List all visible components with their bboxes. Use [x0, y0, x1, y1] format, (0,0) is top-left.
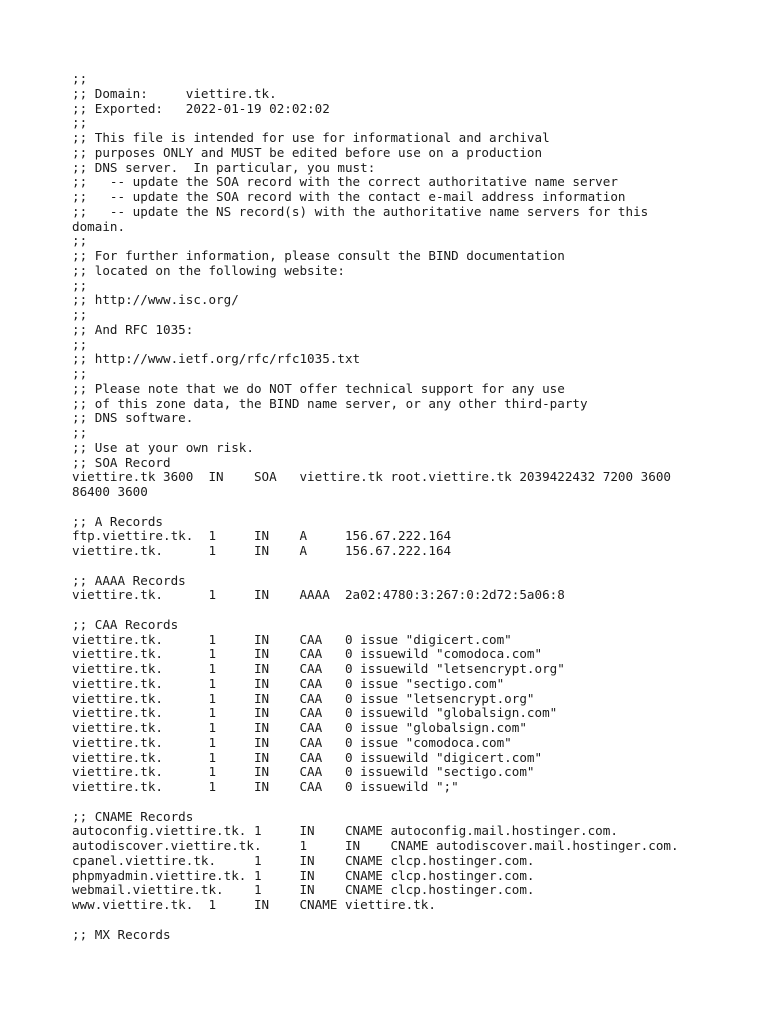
- document-line: ;; DNS server. In particular, you must:: [72, 159, 376, 175]
- document-line: cpanel.viettire.tk. 1 IN CNAME clcp.hostinger.com.: [72, 852, 535, 868]
- document-line: ;;: [72, 366, 88, 381]
- document-line: ;; http://www.ietf.org/rfc/rfc1035.txt: [72, 351, 361, 367]
- document-line: viettire.tk. 1 IN CAA 0 issuewild "globalsign.com": [72, 705, 558, 721]
- document-line: www.viettire.tk. 1 IN CNAME viettire.tk.: [72, 897, 436, 912]
- document-line: ;; CNAME Records: [72, 808, 194, 824]
- document-line: ;;: [72, 115, 88, 131]
- document-line: viettire.tk. 1 IN AAAA 2a02:4780:3:267:0:2d72:5a06:8: [72, 587, 565, 603]
- document-line: webmail.viettire.tk. 1 IN CNAME clcp.hostinger.com.: [72, 882, 535, 898]
- document-line: viettire.tk. 1 IN CAA 0 issue "sectigo.com": [72, 675, 505, 691]
- document-line: ;;: [72, 71, 88, 86]
- document-line: ;; This file is intended for use for informational and archival: [72, 130, 550, 145]
- zone-file-text: [72, 72, 692, 942]
- document-line: ;; Please note that we do NOT offer technical support for any use: [72, 380, 565, 396]
- document-line: ;; Use at your own risk.: [72, 439, 254, 455]
- document-line: 86400 3600: [72, 484, 148, 499]
- document-line: ftp.viettire.tk. 1 IN A 156.67.222.164: [72, 528, 452, 544]
- document-line: ;; A Records: [72, 513, 163, 529]
- document-line: viettire.tk. 1 IN CAA 0 issuewild "sectigo.com": [72, 764, 535, 780]
- document-line: viettire.tk. 1 IN CAA 0 issuewild "letsencrypt.org": [72, 661, 565, 676]
- document-line: viettire.tk. 1 IN CAA 0 issuewild "digicert.com": [72, 749, 543, 765]
- document-line: ;;: [72, 233, 88, 249]
- document-line: autoconfig.viettire.tk. 1 IN CNAME autoconfig.mail.hostinger.com.: [72, 823, 618, 839]
- document-line: ;; Domain: viettire.tk.: [72, 85, 277, 101]
- document-line: phpmyadmin.viettire.tk. 1 IN CNAME clcp.hostinger.com.: [72, 867, 535, 883]
- document-line: ;; MX Records: [72, 926, 171, 942]
- document-line: domain.: [72, 218, 126, 234]
- document-line: ;; Exported: 2022-01-19 02:02:02: [72, 100, 330, 116]
- document-line: ;; -- update the NS record(s) with the authoritative name servers for this: [72, 203, 649, 219]
- document-line: viettire.tk. 1 IN A 156.67.222.164: [72, 543, 452, 558]
- document-line: ;; DNS software.: [72, 410, 194, 426]
- document-line: ;;: [72, 336, 88, 352]
- document-line: viettire.tk. 1 IN CAA 0 issue "digicert.com": [72, 631, 512, 647]
- document-line: viettire.tk. 1 IN CAA 0 issue "globalsign.com": [72, 720, 527, 735]
- document-line: ;;: [72, 307, 88, 322]
- document-line: viettire.tk. 1 IN CAA 0 issue "letsencrypt.org": [72, 690, 535, 706]
- document-line: ;; -- update the SOA record with the correct authoritative name server: [72, 174, 618, 190]
- document-line: ;; of this zone data, the BIND name server, or any other third-party: [72, 395, 588, 411]
- document-line: viettire.tk. 1 IN CAA 0 issuewild ";": [72, 779, 459, 794]
- document-line: ;; SOA Record: [72, 454, 171, 470]
- document-line: ;; purposes ONLY and MUST be edited before use on a production: [72, 144, 543, 160]
- document-line: autodiscover.viettire.tk. 1 IN CNAME autodiscover.mail.hostinger.com.: [72, 838, 679, 853]
- document-line: viettire.tk. 1 IN CAA 0 issuewild "comodoca.com": [72, 646, 543, 662]
- document-line: ;; http://www.isc.org/: [72, 292, 239, 308]
- document-line: ;; located on the following website:: [72, 262, 345, 278]
- document-line: ;; For further information, please consult the BIND documentation: [72, 248, 565, 263]
- document-line: viettire.tk 3600 IN SOA viettire.tk root.viettire.tk 2039422432 7200 3600: [72, 469, 671, 485]
- document-line: ;; AAAA Records: [72, 572, 186, 588]
- document-line: ;;: [72, 277, 88, 293]
- document-line: ;; -- update the SOA record with the contact e-mail address information: [72, 189, 626, 204]
- document-line: ;; And RFC 1035:: [72, 321, 194, 337]
- document-line: ;; CAA Records: [72, 616, 179, 632]
- document-line: ;;: [72, 425, 88, 440]
- document-line: viettire.tk. 1 IN CAA 0 issue "comodoca.com": [72, 734, 512, 750]
